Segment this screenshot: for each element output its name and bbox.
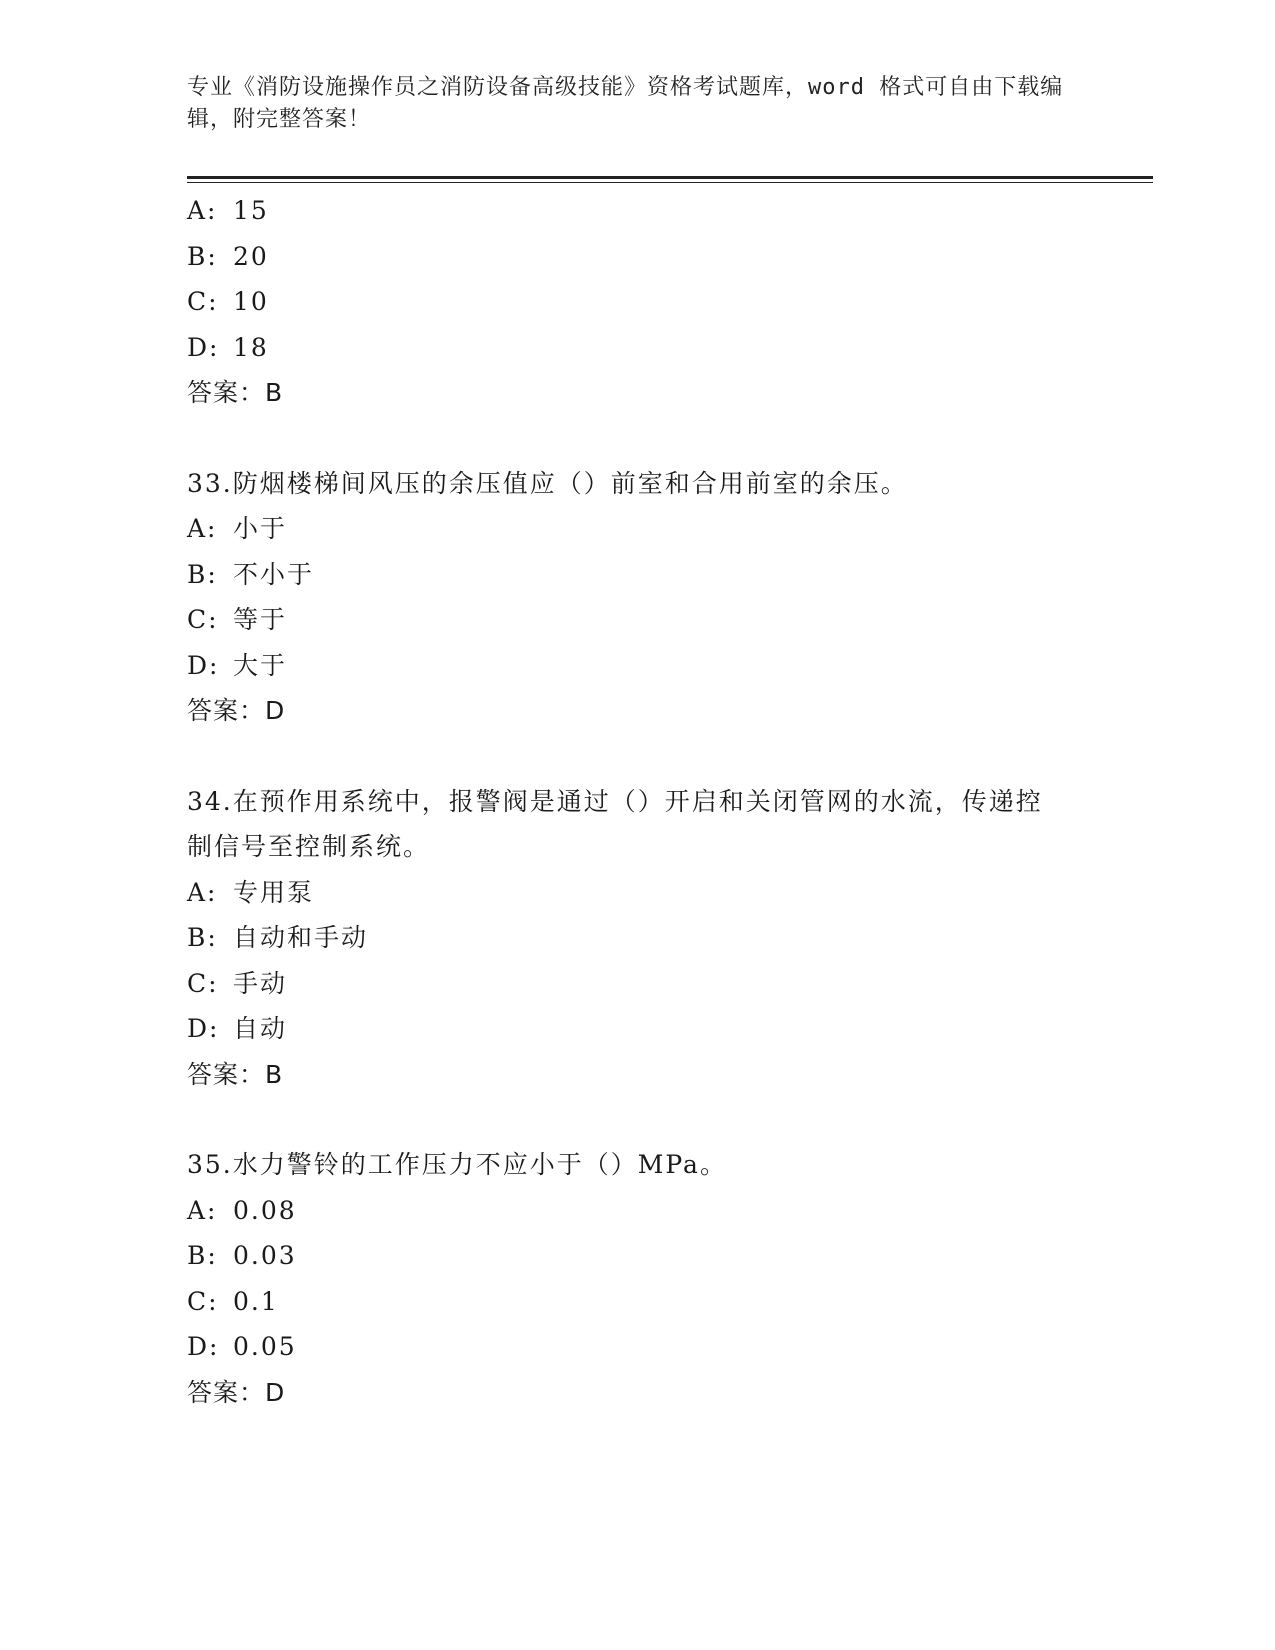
option-b: B: 0.03 — [187, 1241, 297, 1270]
option-d: D: 自动 — [187, 1014, 288, 1043]
document-header: 专业《消防设施操作员之消防设备高级技能》资格考试题库，word 格式可自由下载编辑，附完整答案！ — [187, 75, 1064, 132]
spacer — [187, 734, 1087, 779]
answer-line: 答案：B — [187, 378, 284, 407]
spacer — [187, 1097, 1087, 1142]
option-b: B: 20 — [187, 241, 269, 271]
question-block-33 — [187, 461, 1087, 734]
option-c: C: 0.1 — [187, 1286, 279, 1316]
document-body — [187, 188, 1087, 1415]
question-block-34 — [187, 779, 1087, 1098]
question-block-32 — [187, 188, 1087, 416]
option-a: A: 0.08 — [187, 1195, 297, 1225]
spacer — [187, 416, 1087, 461]
question-block-35 — [187, 1142, 1087, 1415]
question-text: 34.在预作用系统中，报警阀是通过（）开启和关闭管网的水流，传递控制信号至控制系统。 — [187, 786, 1043, 861]
answer-line: 答案：D — [187, 696, 286, 725]
option-a: A: 专用泵 — [187, 877, 315, 907]
answer-line: 答案：D — [187, 1377, 286, 1407]
option-c: C: 10 — [187, 287, 269, 316]
option-d: D: 大于 — [187, 650, 288, 680]
option-c: C: 等于 — [187, 605, 288, 634]
option-a: A: 15 — [187, 196, 269, 225]
question-text: 33.防烟楼梯间风压的余压值应（）前室和合用前室的余压。 — [187, 468, 908, 498]
option-b: B: 不小于 — [187, 559, 315, 589]
option-b: B: 自动和手动 — [187, 923, 369, 952]
option-a: A: 小于 — [187, 514, 288, 543]
header-rule-thin — [187, 182, 1153, 183]
question-text: 35.水力警铃的工作压力不应小于（）MPa。 — [187, 1150, 727, 1179]
option-c: C: 手动 — [187, 968, 288, 998]
option-d: D: 0.05 — [187, 1332, 297, 1361]
answer-line: 答案：B — [187, 1059, 284, 1089]
option-d: D: 18 — [187, 332, 269, 362]
header-rule-thick — [187, 176, 1153, 179]
